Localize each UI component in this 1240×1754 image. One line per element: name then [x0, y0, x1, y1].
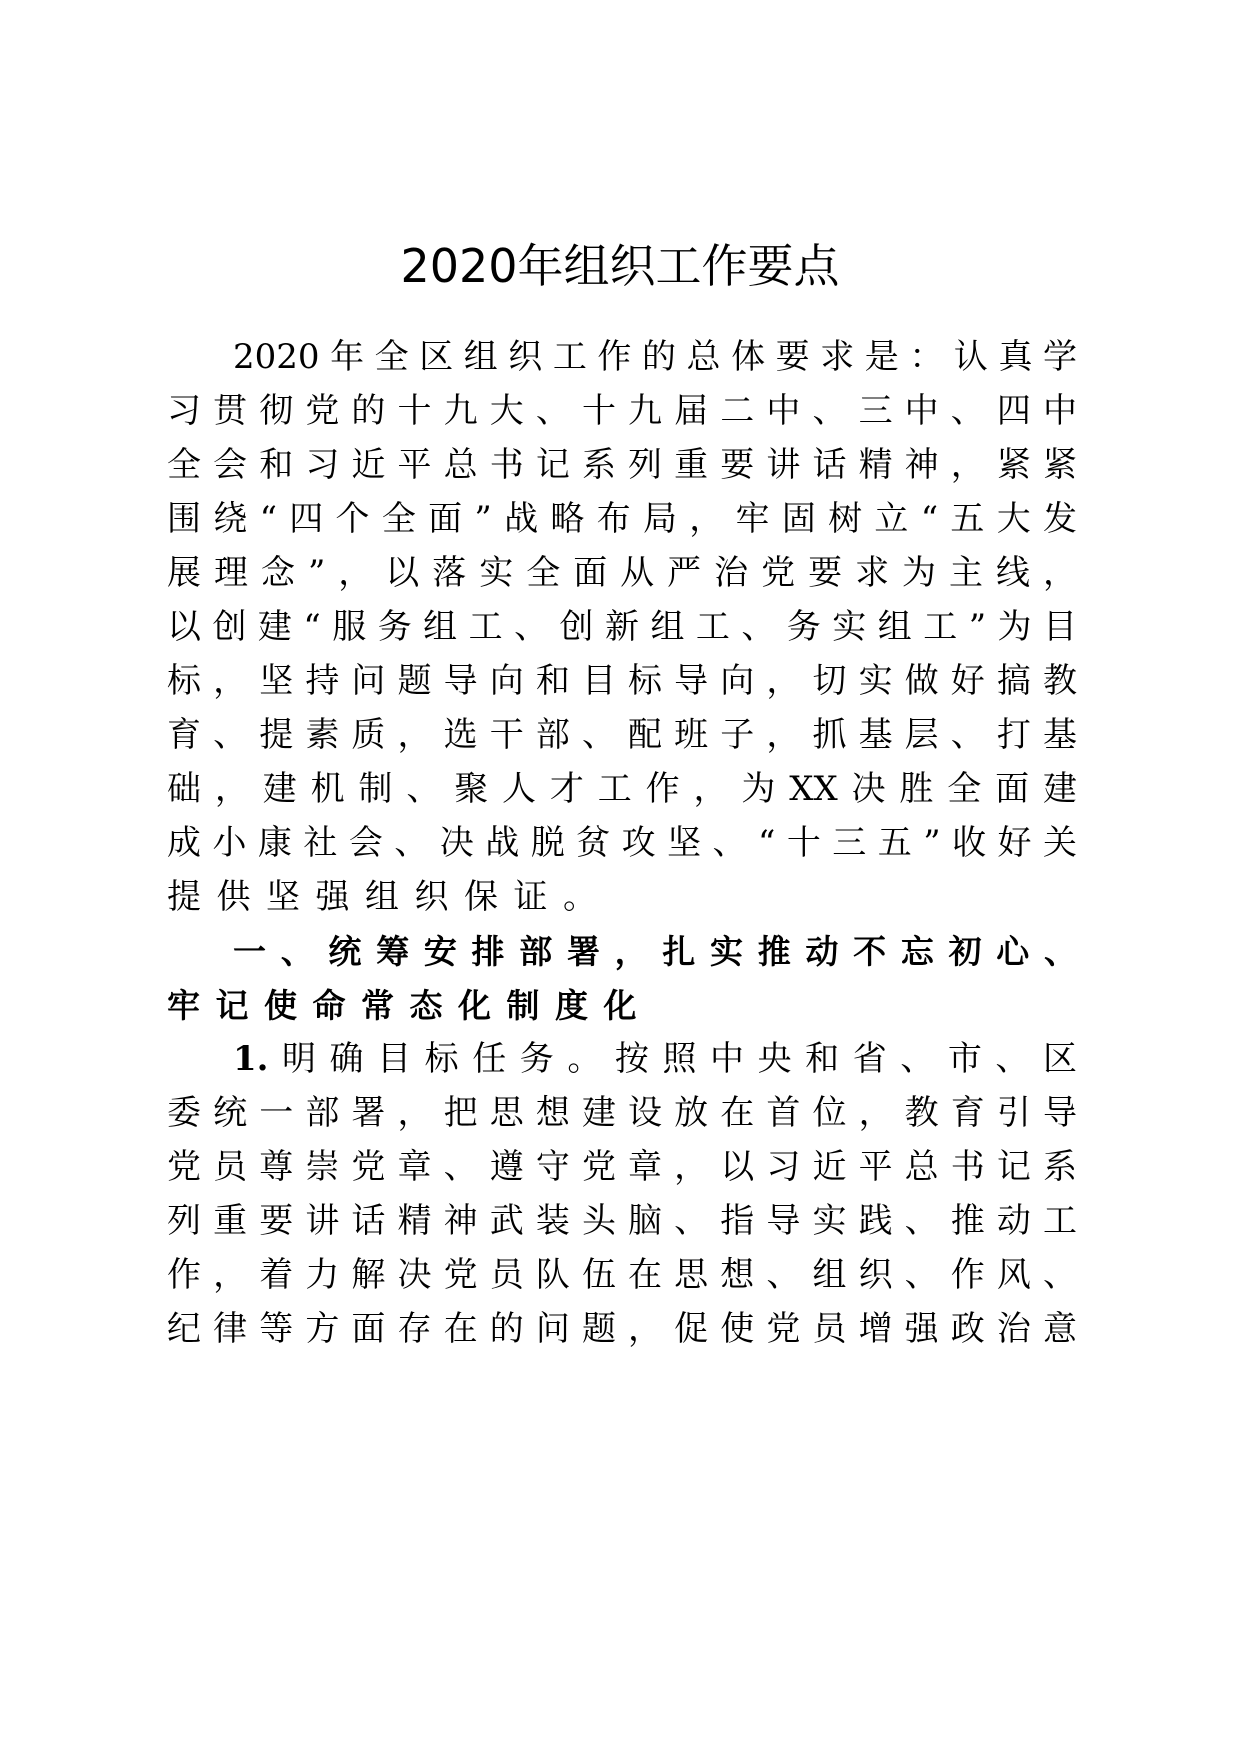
paragraph-line: 2020年全区组织工作的总体要求是：认真学	[233, 337, 1077, 377]
paragraph-line: 展理念”，以落实全面从严治党要求为主线，	[167, 553, 1077, 593]
section-heading: 牢记使命常态化制度化	[167, 986, 652, 1025]
paragraph-line: 成小康社会、决战脱贫攻坚、“十三五”收好关	[167, 823, 1077, 863]
paragraph-line: 作，着力解决党员队伍在思想、组织、作风、	[167, 1255, 1077, 1295]
paragraph-line: 标，坚持问题导向和目标导向，切实做好搞教	[167, 661, 1077, 701]
paragraph-line: 纪律等方面存在的问题，促使党员增强政治意	[167, 1309, 1077, 1349]
paragraph-line: 党员尊崇党章、遵守党章，以习近平总书记系	[167, 1147, 1077, 1187]
paragraph-line: 习贯彻党的十九大、十九届二中、三中、四中	[167, 391, 1077, 431]
item-number	[233, 1029, 277, 1090]
paragraph-line: 明确目标任务。按照中央和省、市、区	[282, 1039, 1077, 1079]
paragraph-line: 委统一部署，把思想建设放在首位，教育引导	[167, 1093, 1077, 1133]
paragraph-line: 提供坚强组织保证。	[167, 877, 613, 917]
paragraph-line: 全会和习近平总书记系列重要讲话精神，紧紧	[167, 445, 1077, 485]
paragraph-line: 围绕“四个全面”战略布局，牢固树立“五大发	[167, 499, 1077, 539]
paragraph-line: 育、提素质，选干部、配班子，抓基层、打基	[167, 715, 1077, 755]
item-number-text: 1.	[233, 1039, 269, 1079]
paragraph-line: 列重要讲话精神武装头脑、指导实践、推动工	[167, 1201, 1077, 1241]
paragraph-line: 以创建“服务组工、创新组工、务实组工”为目	[167, 607, 1077, 647]
paragraph-line: 础，建机制、聚人才工作，为XX决胜全面建	[167, 769, 1077, 809]
document-title: 2020年组织工作要点	[400, 239, 840, 293]
section-heading: 一、统筹安排部署，扎实推动不忘初心、	[233, 932, 1077, 971]
